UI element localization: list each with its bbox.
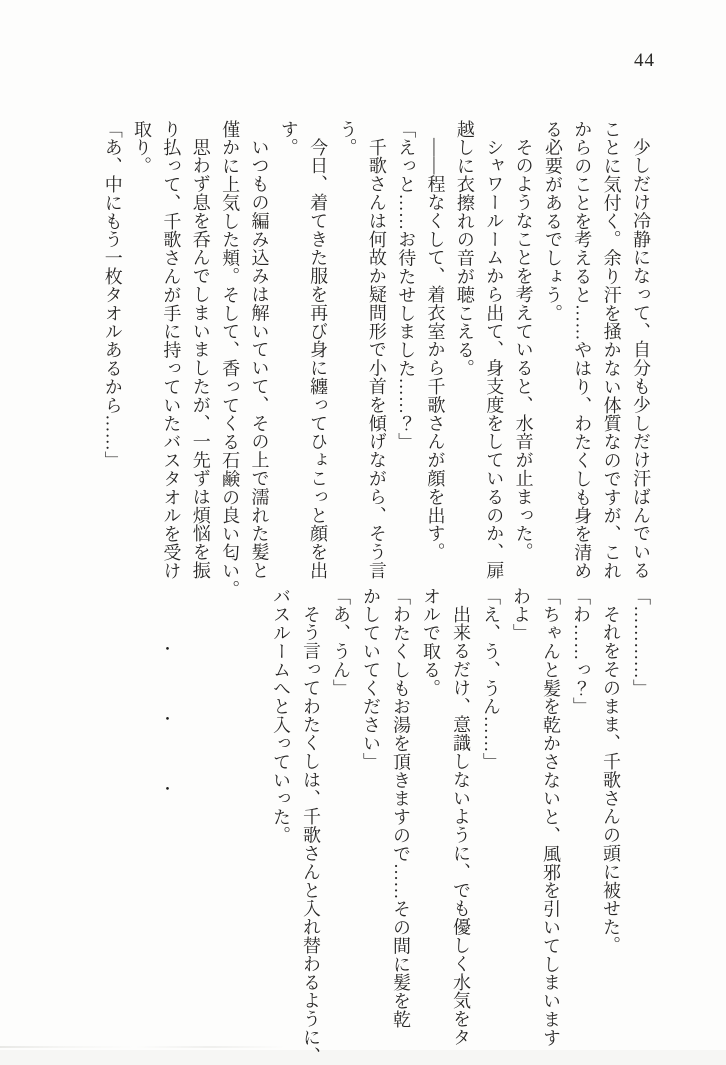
text-line: り払って、千歌さんが手に持っていたバスタオルを受け (161, 120, 182, 580)
text-line: そう言ってわたくしは、千歌さんと入れ替わるように、 (301, 605, 321, 1065)
text-line: 「ちゃんと髪を乾かさないと、風邪を引いてしまいます (541, 587, 561, 1047)
text-line: 「え、う、うん……」 (481, 587, 501, 771)
text-line: ことに気付く。余り汗を掻かない体質なのですが、これ (601, 120, 622, 580)
text-line: いつもの編み込みは解いていて、その上で濡れた髪と (249, 138, 270, 580)
text-line: 「あ、うん」 (331, 587, 351, 698)
text-line: る必要があるでしょう。 (542, 120, 563, 323)
text-line: う。 (337, 120, 358, 157)
text-line: 「あ、中にもう一枚タオルあるから……」 (102, 120, 123, 470)
text-line: わよ」 (511, 587, 531, 643)
text-line: オルで取る。 (421, 587, 441, 698)
text-line: そのようなことを考えていると、水音が止まった。 (513, 138, 534, 562)
text-line: ――程なくして、着衣室から千歌さんが顔を出す。 (425, 138, 446, 562)
text-line: かしていてください」 (361, 587, 381, 771)
scene-break-dot: ・ (160, 782, 176, 798)
text-line: 少しだけ冷静になって、自分も少しだけ汗ばんでいる (631, 138, 651, 580)
text-line: 越しに衣擦れの音が聴こえる。 (454, 120, 475, 378)
text-line: それをそのまま、千歌さんの頭に被せた。 (601, 605, 621, 955)
text-line: 千歌さんは何故か疑問形で小首を傾げながら、そう言 (366, 138, 387, 580)
scene-break-dot: ・ (160, 642, 176, 658)
text-line: す。 (278, 120, 299, 157)
scene-break-dot: ・ (160, 712, 176, 728)
text-line: シャワールームから出て、身支度をしているのか、扉 (484, 138, 505, 580)
text-line: 出来るだけ、意識しないように、でも優しく水気をタ (451, 605, 471, 1047)
text-line: 「えっと……お待たせしました……？」 (396, 120, 417, 452)
text-line: 僅かに上気した頬。そして、香ってくる石鹸の良い匂い。 (220, 120, 241, 599)
text-line: 「わたくしもお湯を頂きますので……その間に髪を乾 (391, 587, 411, 1029)
text-line: 「…………」 (631, 587, 651, 698)
text-line: 思わず息を呑んでしまいましたが、一先ずは煩悩を振 (190, 138, 211, 580)
page-number: 44 (634, 50, 655, 71)
text-line: バスルームへと入っていった。 (271, 587, 291, 845)
scan-artifact-line (0, 1046, 300, 1048)
text-line: 今日、着てきた服を再び身に纏ってひょこっと顔を出 (308, 138, 329, 580)
text-line: 取り。 (132, 120, 153, 176)
text-line: 「わ……っ？」 (571, 587, 591, 716)
text-line: からのことを考えると……やはり、わたくしも身を清め (572, 120, 593, 580)
